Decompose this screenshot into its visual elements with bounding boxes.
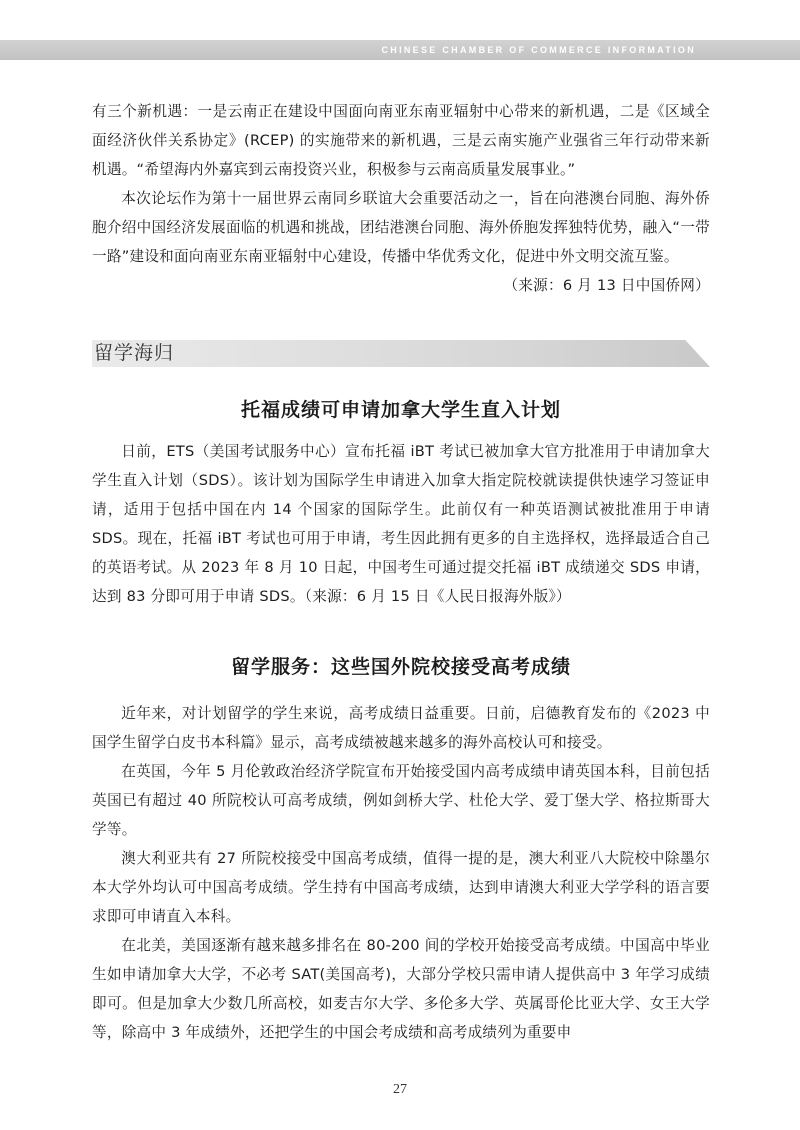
- article-2-paragraph-3: 澳大利亚共有 27 所院校接受中国高考成绩，值得一提的是，澳大利亚八大院校中除墨尔本大学外均认可中国高考成绩。学生持有中国高考成绩，达到申请澳大利亚大学学科的语言要求即可申请直入本科。: [92, 850, 710, 925]
- page-number: 27: [393, 1082, 407, 1097]
- intro-paragraph-2: 本次论坛作为第十一届世界云南同乡联谊大会重要活动之一，旨在向港澳台同胞、海外侨胞介绍中国经济发展面临的机遇和挑战，团结港澳台同胞、海外侨胞发挥独特优势，融入“一带一路”建设和面向南亚东南亚辐射中心建设，传播中华优秀文化，促进中外文明交流互鉴。 （来源：6 月 13 日中国侨网）: [92, 184, 710, 300]
- intro-source: （来源：6 月 13 日中国侨网）: [503, 277, 710, 294]
- intro-text: [92, 97, 710, 300]
- article-1-paragraph-1: 日前，ETS（美国考试服务中心）宣布托福 iBT 考试已被加拿大官方批准用于申请加拿大学生直入计划（SDS）。该计划为国际学生申请进入加拿大指定院校就读提供快速学习签证申请，适用于包括中国在内 14 个国家的国际学生。此前仅有一种英语测试被批准用于申请 SDS。现在，托福 iBT 考试也可用于申请，考生因此拥有更多的自主选择权，选择最适合自己的英语考试。从 2023 年 8 月 10 日起，中国考生可通过提交托福 iBT 成绩递交 SDS 申请，达到 83 分即可用于申请 SDS。（来源：6 月 15 日《人民日报海外版》）: [92, 443, 710, 605]
- article-2-paragraph-1: 近年来，对计划留学的学生来说，高考成绩日益重要。日前，启德教育发布的《2023 中国学生留学白皮书本科篇》显示，高考成绩被越来越多的海外高校认可和接受。: [92, 705, 710, 751]
- article-1-title: 托福成绩可申请加拿大学生直入计划: [240, 399, 561, 421]
- article-1-source: （来源：6 月 15 日《人民日报海外版》）: [304, 588, 571, 605]
- article-2-body: [92, 699, 710, 1047]
- section-banner: [92, 340, 710, 367]
- article-2-title: 留学服务：这些国外院校接受高考成绩: [230, 656, 571, 678]
- section-title: 留学海归: [94, 342, 175, 364]
- article-2-paragraph-2: 在英国，今年 5 月伦敦政治经济学院宣布开始接受国内高考成绩申请英国本科，目前包括英国已有超过 40 所院校认可高考成绩，例如剑桥大学、杜伦大学、爱丁堡大学、格拉斯哥大学等。: [92, 763, 710, 838]
- intro-paragraph-1: 有三个新机遇：一是云南正在建设中国面向南亚东南亚辐射中心带来的新机遇，二是《区域全面经济伙伴关系协定》(RCEP) 的实施带来的新机遇，三是云南实施产业强省三年行动带来新机遇。“希望海内外嘉宾到云南投资兴业，积极参与云南高质量发展事业。”: [92, 103, 710, 178]
- article-1-body: [92, 437, 710, 611]
- section-banner-bar: [92, 340, 710, 367]
- article-2-paragraph-4: 在北美，美国逐渐有越来越多排名在 80-200 间的学校开始接受高考成绩。中国高中毕业生如申请加拿大大学，不必考 SAT(美国高考)，大部分学校只需申请人提供高中 3 年学习成绩即可。但是加拿大少数几所高校，如麦吉尔大学、多伦多大学、英属哥伦比亚大学、女王大学等，除高中 3 年成绩外，还把学生的中国会考成绩和高考成绩列为重要申: [92, 937, 710, 1041]
- publication-header: CHINESE CHAMBER OF COMMERCE INFORMATION: [381, 45, 696, 55]
